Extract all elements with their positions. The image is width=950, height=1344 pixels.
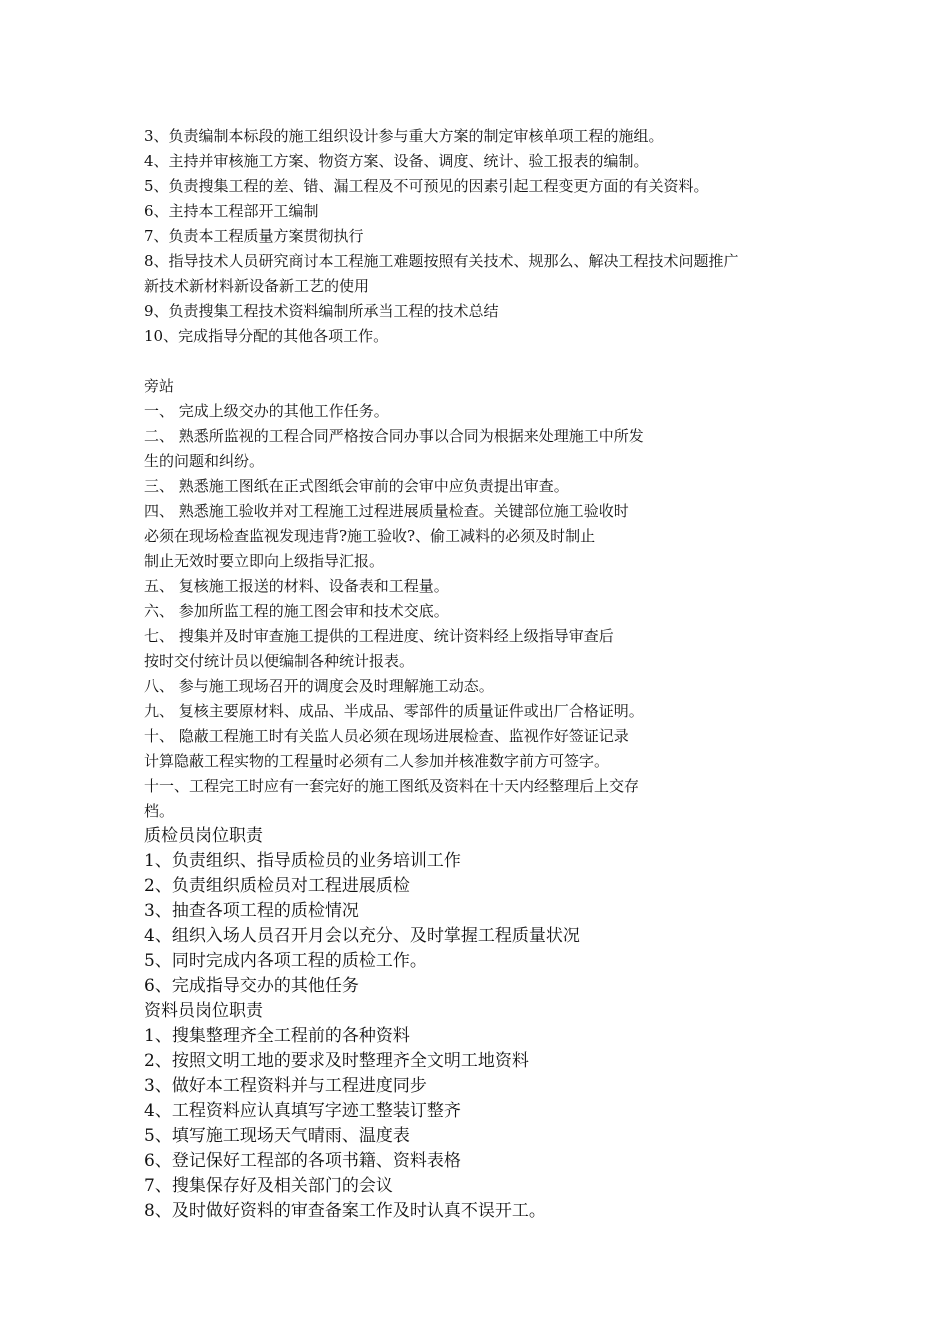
- duty-line: 4、工程资料应认真填写字迹工整装订整齐: [144, 1101, 461, 1121]
- duty-line: 九、 复核主要原材料、成品、半成品、零部件的质量证件或出厂合格证明。: [144, 702, 644, 720]
- duty-line: 5、负责搜集工程的差、错、漏工程及不可预见的因素引起工程变更方面的有关资料。: [144, 177, 709, 195]
- duty-line: 10、完成指导分配的其他各项工作。: [144, 327, 389, 345]
- duty-line: 计算隐蔽工程实物的工程量时必须有二人参加并核准数字前方可签字。: [144, 752, 610, 770]
- duty-line: 生的问题和纠纷。: [144, 452, 265, 470]
- duty-line: 二、 熟悉所监视的工程合同严格按合同办事以合同为根据来处理施工中所发: [144, 427, 644, 445]
- duty-line: 7、搜集保存好及相关部门的会议: [144, 1176, 393, 1196]
- document-page: [144, 124, 844, 1224]
- duty-line: 5、填写施工现场天气晴雨、温度表: [144, 1126, 410, 1146]
- section-supervision: [144, 374, 844, 824]
- duty-line: 2、负责组织质检员对工程进展质检: [144, 876, 410, 896]
- duty-line: 六、 参加所监工程的施工图会审和技术交底。: [144, 602, 449, 620]
- duty-line: 制止无效时要立即向上级指导汇报。: [144, 552, 385, 570]
- duty-line: 3、做好本工程资料并与工程进度同步: [144, 1076, 427, 1096]
- duty-line: 新技术新材料新设备新工艺的使用: [144, 277, 370, 295]
- duty-line: 7、负责本工程质量方案贯彻执行: [144, 227, 364, 245]
- duty-line: 按时交付统计员以便编制各种统计报表。: [144, 652, 415, 670]
- duty-line: 6、主持本工程部开工编制: [144, 202, 319, 220]
- duty-line: 十一、工程完工时应有一套完好的施工图纸及资料在十天内经整理后上交存: [144, 777, 640, 795]
- section-title: 资料员岗位职责: [144, 1001, 263, 1021]
- duty-line: 十、 隐蔽工程施工时有关监人员必须在现场进展检查、监视作好签证记录: [144, 727, 629, 745]
- duty-line: 4、组织入场人员召开月会以充分、及时掌握工程质量状况: [144, 926, 580, 946]
- duty-line: 3、抽查各项工程的质检情况: [144, 901, 359, 921]
- duty-line: 9、负责搜集工程技术资料编制所承当工程的技术总结: [144, 302, 499, 320]
- section-documentation-clerk: [144, 999, 844, 1224]
- duty-line: 七、 搜集并及时审查施工提供的工程进度、统计资料经上级指导审查后: [144, 627, 614, 645]
- duty-line: 三、 熟悉施工图纸在正式图纸会审前的会审中应负责提出审查。: [144, 477, 569, 495]
- duty-line: 一、 完成上级交办的其他工作任务。: [144, 402, 389, 420]
- section-engineer-duties: [144, 124, 844, 349]
- duty-line: 6、登记保好工程部的各项书籍、资料表格: [144, 1151, 461, 1171]
- duty-line: 8、指导技术人员研究商讨本工程施工难题按照有关技术、规那么、解决工程技术问题推广: [144, 252, 739, 270]
- duty-line: 4、主持并审核施工方案、物资方案、设备、调度、统计、验工报表的编制。: [144, 152, 649, 170]
- duty-line: 必须在现场检查监视发现违背?施工验收?、偷工减料的必须及时制止: [144, 527, 596, 545]
- section-title: 旁站: [144, 377, 175, 395]
- duty-line: 1、负责组织、指导质检员的业务培训工作: [144, 851, 461, 871]
- duty-line: 五、 复核施工报送的材料、设备表和工程量。: [144, 577, 449, 595]
- section-title: 质检员岗位职责: [144, 826, 263, 846]
- duty-line: 1、搜集整理齐全工程前的各种资料: [144, 1026, 410, 1046]
- duty-line: 四、 熟悉施工验收并对工程施工过程进展质量检查。关键部位施工验收时: [144, 502, 629, 520]
- section-spacer: [144, 349, 844, 374]
- duty-line: 3、负责编制本标段的施工组织设计参与重大方案的制定审核单项工程的施组。: [144, 127, 664, 145]
- duty-line: 档。: [144, 802, 175, 820]
- duty-line: 6、完成指导交办的其他任务: [144, 976, 359, 996]
- duty-line: 2、按照文明工地的要求及时整理齐全文明工地资料: [144, 1051, 529, 1071]
- duty-line: 八、 参与施工现场召开的调度会及时理解施工动态。: [144, 677, 494, 695]
- duty-line: 5、同时完成内各项工程的质检工作。: [144, 951, 427, 971]
- duty-line: 8、及时做好资料的审查备案工作及时认真不误开工。: [144, 1201, 546, 1221]
- section-quality-inspector: [144, 824, 844, 999]
